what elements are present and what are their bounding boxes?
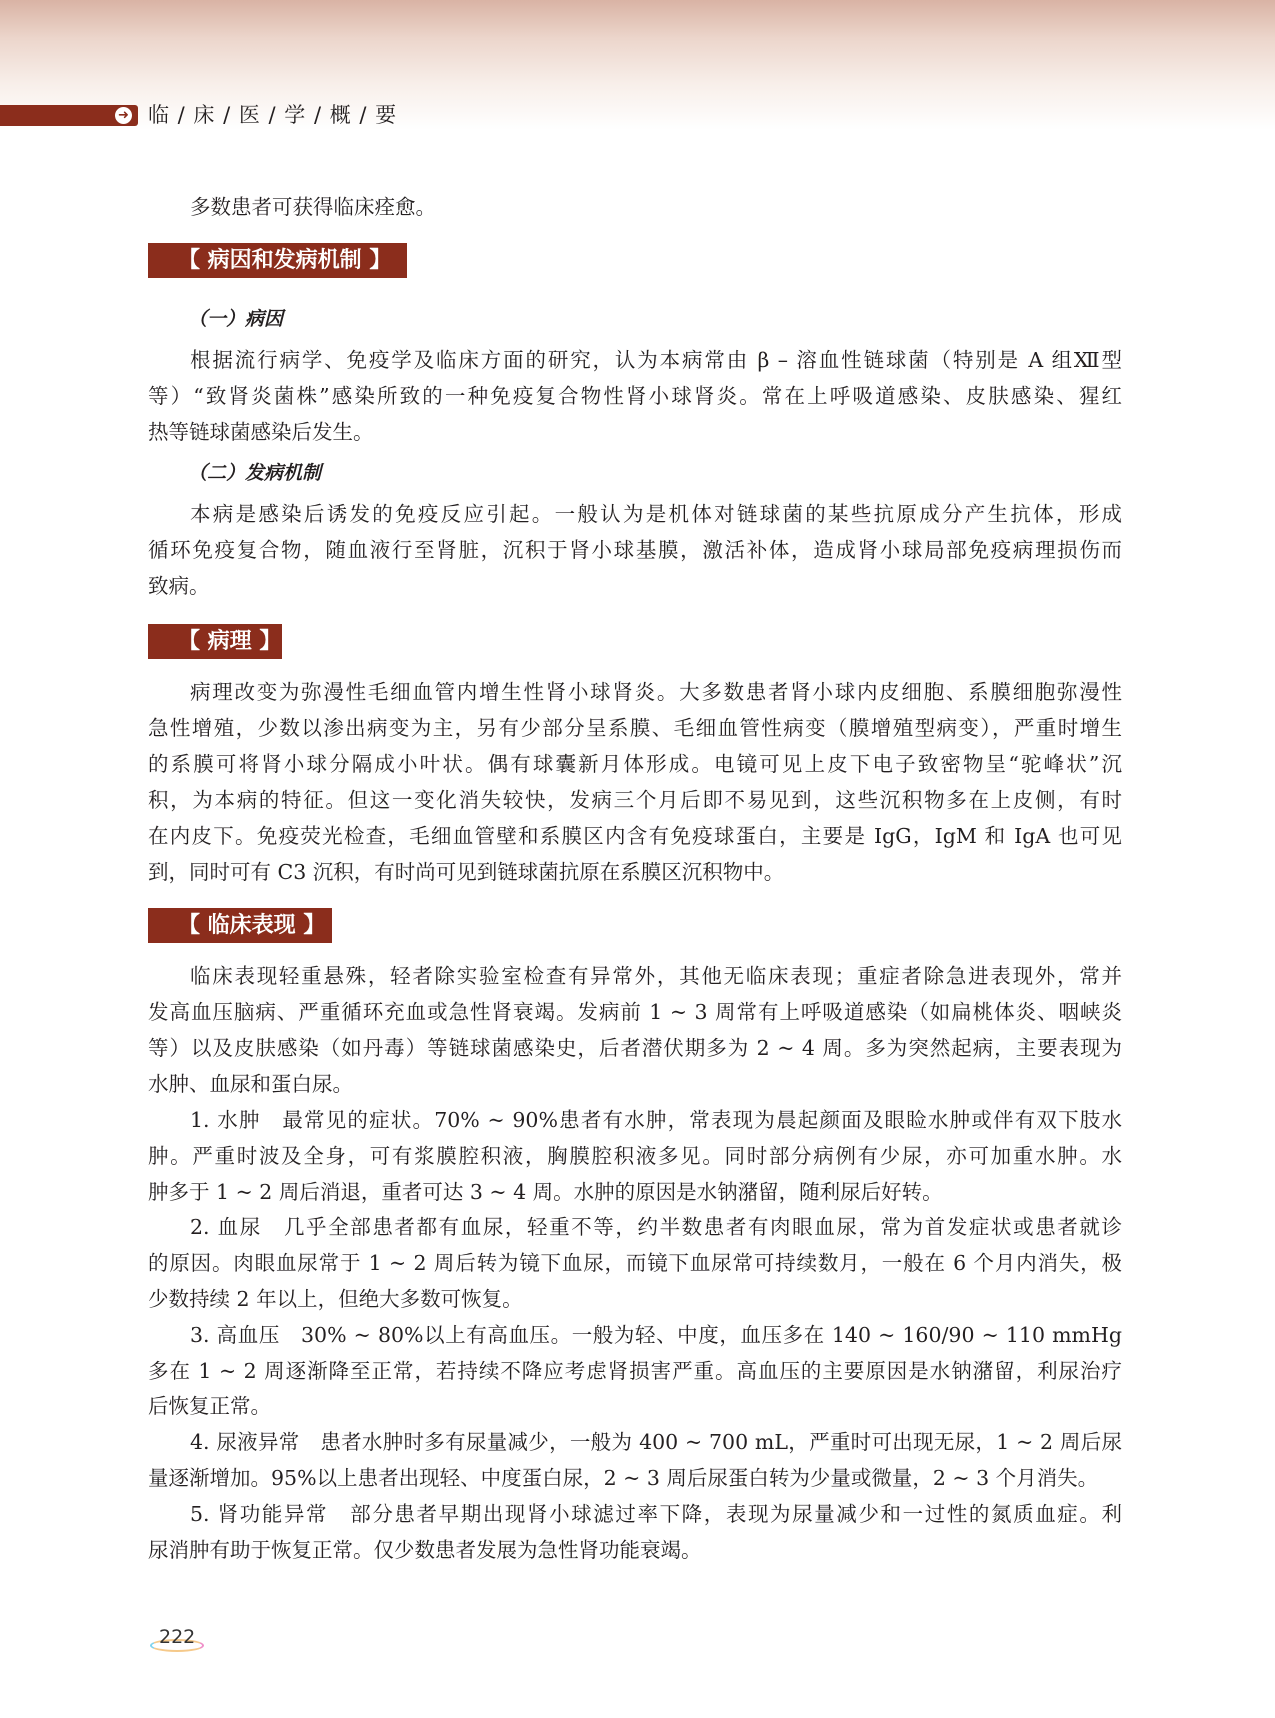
paragraph-line: 肿多于 1 ~ 2 周后消退，重者可达 3 ~ 4 周。水肿的原因是水钠潴留，随利尿后好转。 [148,1180,943,1204]
paragraph-line: 5. 肾功能异常 部分患者早期出现肾小球滤过率下降，表现为尿量减少和一过性的氮质血症。利 [190,1502,1122,1526]
paragraph-line: 循环免疫复合物，随血液行至肾脏，沉积于肾小球基膜，激活补体，造成肾小球局部免疫病理损伤而 [148,538,1122,562]
paragraph-line: 到，同时可有 C3 沉积，有时尚可见到链球菌抗原在系膜区沉积物中。 [148,860,785,884]
paragraph-line: 等）以及皮肤感染（如丹毒）等链球菌感染史，后者潜伏期多为 2 ~ 4 周。多为突然起病，主要表现为 [148,1036,1122,1060]
paragraph-line: 尿消肿有助于恢复正常。仅少数患者发展为急性肾功能衰竭。 [148,1538,702,1562]
section-heading: 【 病理 】 [148,624,282,659]
subsection-heading: （二）发病机制 [188,462,322,484]
paragraph-line: 本病是感染后诱发的免疫反应引起。一般认为是机体对链球菌的某些抗原成分产生抗体，形成 [190,502,1122,526]
paragraph-line: 的原因。肉眼血尿常于 1 ~ 2 周后转为镜下血尿，而镜下血尿常可持续数月，一般在 6 个月内消失，极 [148,1251,1122,1275]
paragraph-line: 肿。严重时波及全身，可有浆膜腔积液，胸膜腔积液多见。同时部分病例有少尿，亦可加重水肿。水 [148,1144,1122,1168]
paragraph-line: 水肿、血尿和蛋白尿。 [148,1072,353,1096]
paragraph-line: 病理改变为弥漫性毛细血管内增生性肾小球肾炎。大多数患者肾小球内皮细胞、系膜细胞弥漫性 [190,680,1122,704]
paragraph-line: 热等链球菌感染后发生。 [148,420,374,444]
paragraph-line: 多数患者可获得临床痊愈。 [190,195,436,219]
paragraph-line: 2. 血尿 几乎全部患者都有血尿，轻重不等，约半数患者有肉眼血尿，常为首发症状或患者就诊 [190,1215,1122,1239]
paragraph-line: 量逐渐增加。95%以上患者出现轻、中度蛋白尿，2 ~ 3 周后尿蛋白转为少量或微量，2 ~ 3 个月消失。 [148,1466,1099,1490]
paragraph-line: 发高血压脑病、严重循环充血或急性肾衰竭。发病前 1 ~ 3 周常有上呼吸道感染（如扁桃体炎、咽峡炎 [148,1000,1122,1024]
paragraph-line: 临床表现轻重悬殊，轻者除实验室检查有异常外，其他无临床表现；重症者除急进表现外，常并 [190,964,1122,988]
subsection-heading: （一）病因 [188,308,284,330]
paragraph-line: 等）“致肾炎菌株”感染所致的一种免疫复合物性肾小球肾炎。常在上呼吸道感染、皮肤感染、猩红 [148,384,1122,408]
paragraph-line: 多在 1 ~ 2 周逐渐降至正常，若持续不降应考虑肾损害严重。高血压的主要原因是水钠潴留，利尿治疗 [148,1359,1122,1383]
paragraph-line: 根据流行病学、免疫学及临床方面的研究，认为本病常由 β – 溶血性链球菌（特别是 A 组Ⅻ型 [190,348,1122,372]
page-number-text: 222 [159,1626,196,1648]
arrow-right-circle-icon: ➜ [115,107,132,124]
paragraph-line: 少数持续 2 年以上，但绝大多数可恢复。 [148,1287,523,1311]
paragraph-line: 致病。 [148,574,210,598]
paragraph-line: 积，为本病的特征。但这一变化消失较快，发病三个月后即不易见到，这些沉积物多在上皮侧，有时 [148,788,1122,812]
paragraph-line: 急性增殖，少数以渗出病变为主，另有少部分呈系膜、毛细血管性病变（膜增殖型病变），严重时增生 [148,716,1122,740]
section-heading: 【 病因和发病机制 】 [148,243,407,278]
book-title: 临 / 床 / 医 / 学 / 概 / 要 [148,103,398,127]
section-heading: 【 临床表现 】 [148,908,332,943]
paragraph-line: 在内皮下。免疫荧光检查，毛细血管壁和系膜区内含有免疫球蛋白，主要是 IgG，IgM 和 IgA 也可见 [148,824,1122,848]
paragraph-line: 的系膜可将肾小球分隔成小叶状。偶有球囊新月体形成。电镜可见上皮下电子致密物呈“驼峰状”沉 [148,752,1122,776]
page-number [150,1626,202,1650]
paragraph-line: 后恢复正常。 [148,1394,271,1418]
paragraph-line: 3. 高血压 30% ~ 80%以上有高血压。一般为轻、中度，血压多在 140 ~ 160/90 ~ 110 mmHg [190,1323,1122,1347]
paragraph-line: 4. 尿液异常 患者水肿时多有尿量减少，一般为 400 ~ 700 mL，严重时可出现无尿，1 ~ 2 周后尿 [190,1430,1122,1454]
paragraph-line: 1. 水肿 最常见的症状。70% ~ 90%患者有水肿，常表现为晨起颜面及眼睑水肿或伴有双下肢水 [190,1108,1122,1132]
